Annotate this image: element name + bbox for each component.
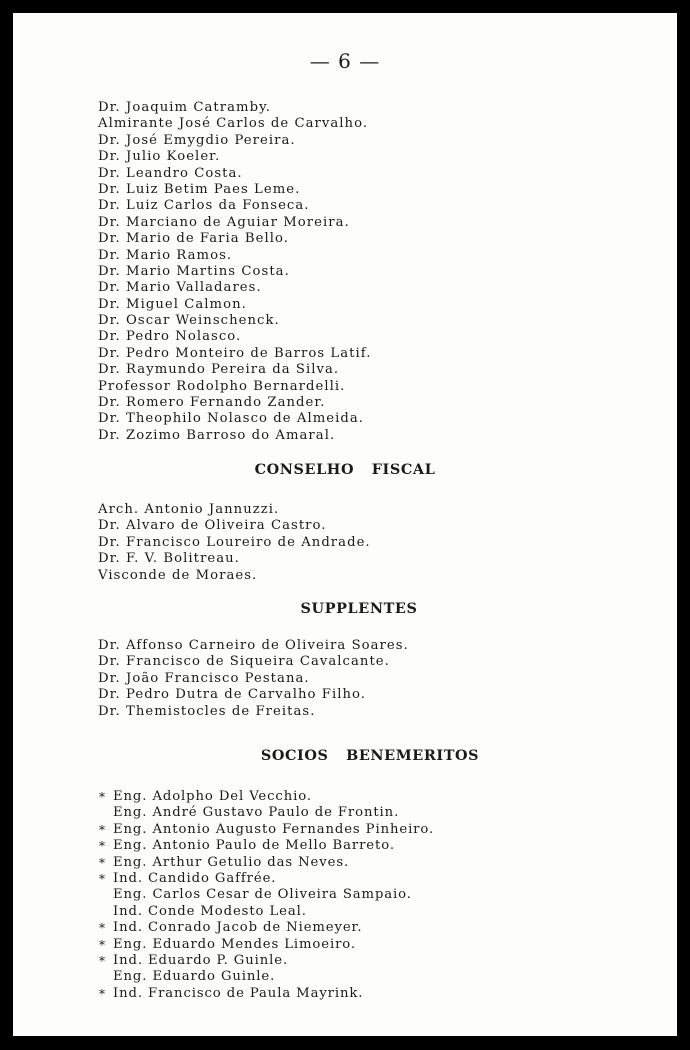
list-item: Dr. Francisco de Siqueira Cavalcante. (98, 654, 390, 670)
member-name: Eng. Adolpho Del Vecchio. (113, 789, 312, 804)
list-item: Arch. Antonio Jannuzzi. (98, 502, 280, 517)
list-item (99, 953, 434, 969)
list-item: Dr. Miguel Calmon. (98, 296, 247, 312)
page-number: — 6 — (309, 49, 381, 73)
list-item: Dr. Raymundo Pereira da Silva. (98, 362, 340, 378)
section-heading-supplentes: SUPPLENTES (300, 600, 418, 617)
list-item: Professor Rodolpho Bernardelli. (98, 378, 346, 394)
list-item: Visconde de Moraes. (98, 567, 258, 583)
member-name: Eng. Eduardo Guinle. (113, 969, 276, 985)
asterisk-mark: * (99, 790, 106, 804)
list-item: Dr. Romero Fernando Zander. (98, 395, 326, 411)
document-page (13, 13, 677, 1036)
member-name: Eng. Antonio Augusto Fernandes Pinheiro. (113, 821, 435, 837)
list-item: Dr. Theophilo Nolasco de Almeida. (98, 411, 365, 427)
member-name: Eng. Eduardo Mendes Limoeiro. (113, 936, 356, 952)
list-item: Dr. José Emygdio Pereira. (98, 132, 296, 148)
member-name: Ind. Candido Gaffrée. (113, 870, 277, 886)
list-item (99, 805, 434, 821)
member-name: Eng. Arthur Getulio das Neves. (113, 854, 350, 870)
member-name: Eng. André Gustavo Paulo de Frontin. (113, 805, 400, 821)
member-name: Eng. Antonio Paulo de Mello Barreto. (113, 838, 395, 854)
conselho-fiscal-list (98, 502, 371, 584)
asterisk-mark: * (99, 855, 106, 870)
asterisk-mark: * (99, 937, 106, 952)
asterisk-mark: * (99, 839, 106, 854)
list-item: Dr. Joaquim Catramby. (98, 100, 272, 115)
list-item: Dr. João Francisco Pestana. (98, 670, 310, 686)
list-item: Dr. Mario Ramos. (98, 247, 233, 263)
section-heading-socios-benemeritos: SOCIOS BENEMERITOS (260, 747, 480, 764)
list-item: Dr. Pedro Dutra de Carvalho Filho. (98, 687, 367, 703)
list-item: Dr. Alvaro de Oliveira Castro. (98, 518, 327, 534)
list-item: Dr. Mario Martins Costa. (98, 263, 290, 279)
list-item: Dr. Mario de Faria Bello. (98, 231, 290, 247)
list-item (99, 871, 434, 887)
list-item: Dr. Pedro Monteiro de Barros Latif. (98, 345, 372, 361)
member-name: Eng. Carlos Cesar de Oliveira Sampaio. (113, 887, 412, 903)
asterisk-mark: * (99, 921, 106, 936)
list-item: Dr. Leandro Costa. (98, 165, 243, 181)
supplentes-list (98, 638, 409, 720)
list-item: Dr. Luiz Betim Paes Leme. (98, 181, 301, 197)
list-item (99, 855, 434, 871)
list-item (99, 937, 434, 953)
list-item (99, 887, 434, 903)
list-item (99, 969, 434, 985)
list-item: Dr. Zozimo Barroso do Amaral. (98, 427, 336, 443)
member-name: Ind. Eduardo P. Guinle. (113, 952, 289, 968)
list-item: Dr. Francisco Loureiro de Andrade. (98, 534, 371, 550)
list-item (99, 789, 434, 805)
list-item (99, 986, 434, 1002)
member-name: Ind. Conde Modesto Leal. (113, 903, 307, 919)
asterisk-mark: * (99, 986, 106, 1001)
list-item: Dr. Luiz Carlos da Fonseca. (98, 198, 310, 214)
asterisk-mark: * (99, 953, 106, 968)
asterisk-mark: * (99, 871, 106, 886)
list-item: Dr. Marciano de Aguiar Moreira. (98, 214, 350, 230)
directors-list (98, 100, 371, 444)
list-item: Dr. Pedro Nolasco. (98, 329, 242, 345)
list-item: Dr. Oscar Weinschenck. (98, 313, 280, 329)
member-name: Ind. Conrado Jacob de Niemeyer. (113, 920, 363, 936)
list-item (99, 822, 434, 838)
list-item (99, 904, 434, 920)
list-item: Dr. Julio Koeler. (98, 149, 221, 165)
list-item (99, 838, 434, 854)
asterisk-mark: * (99, 822, 106, 837)
list-item (99, 920, 434, 936)
member-name: Ind. Francisco de Paula Mayrink. (113, 985, 364, 1001)
list-item: Dr. Themistocles de Freitas. (98, 703, 316, 719)
list-item: Dr. Mario Valladares. (98, 280, 262, 296)
list-item: Dr. F. V. Bolitreau. (98, 551, 240, 567)
socios-benemeritos-list (99, 789, 434, 1002)
list-item: Dr. Affonso Carneiro de Oliveira Soares. (98, 638, 409, 653)
section-heading-conselho-fiscal: CONSELHO FISCAL (254, 461, 436, 478)
list-item: Almirante José Carlos de Carvalho. (98, 116, 369, 132)
